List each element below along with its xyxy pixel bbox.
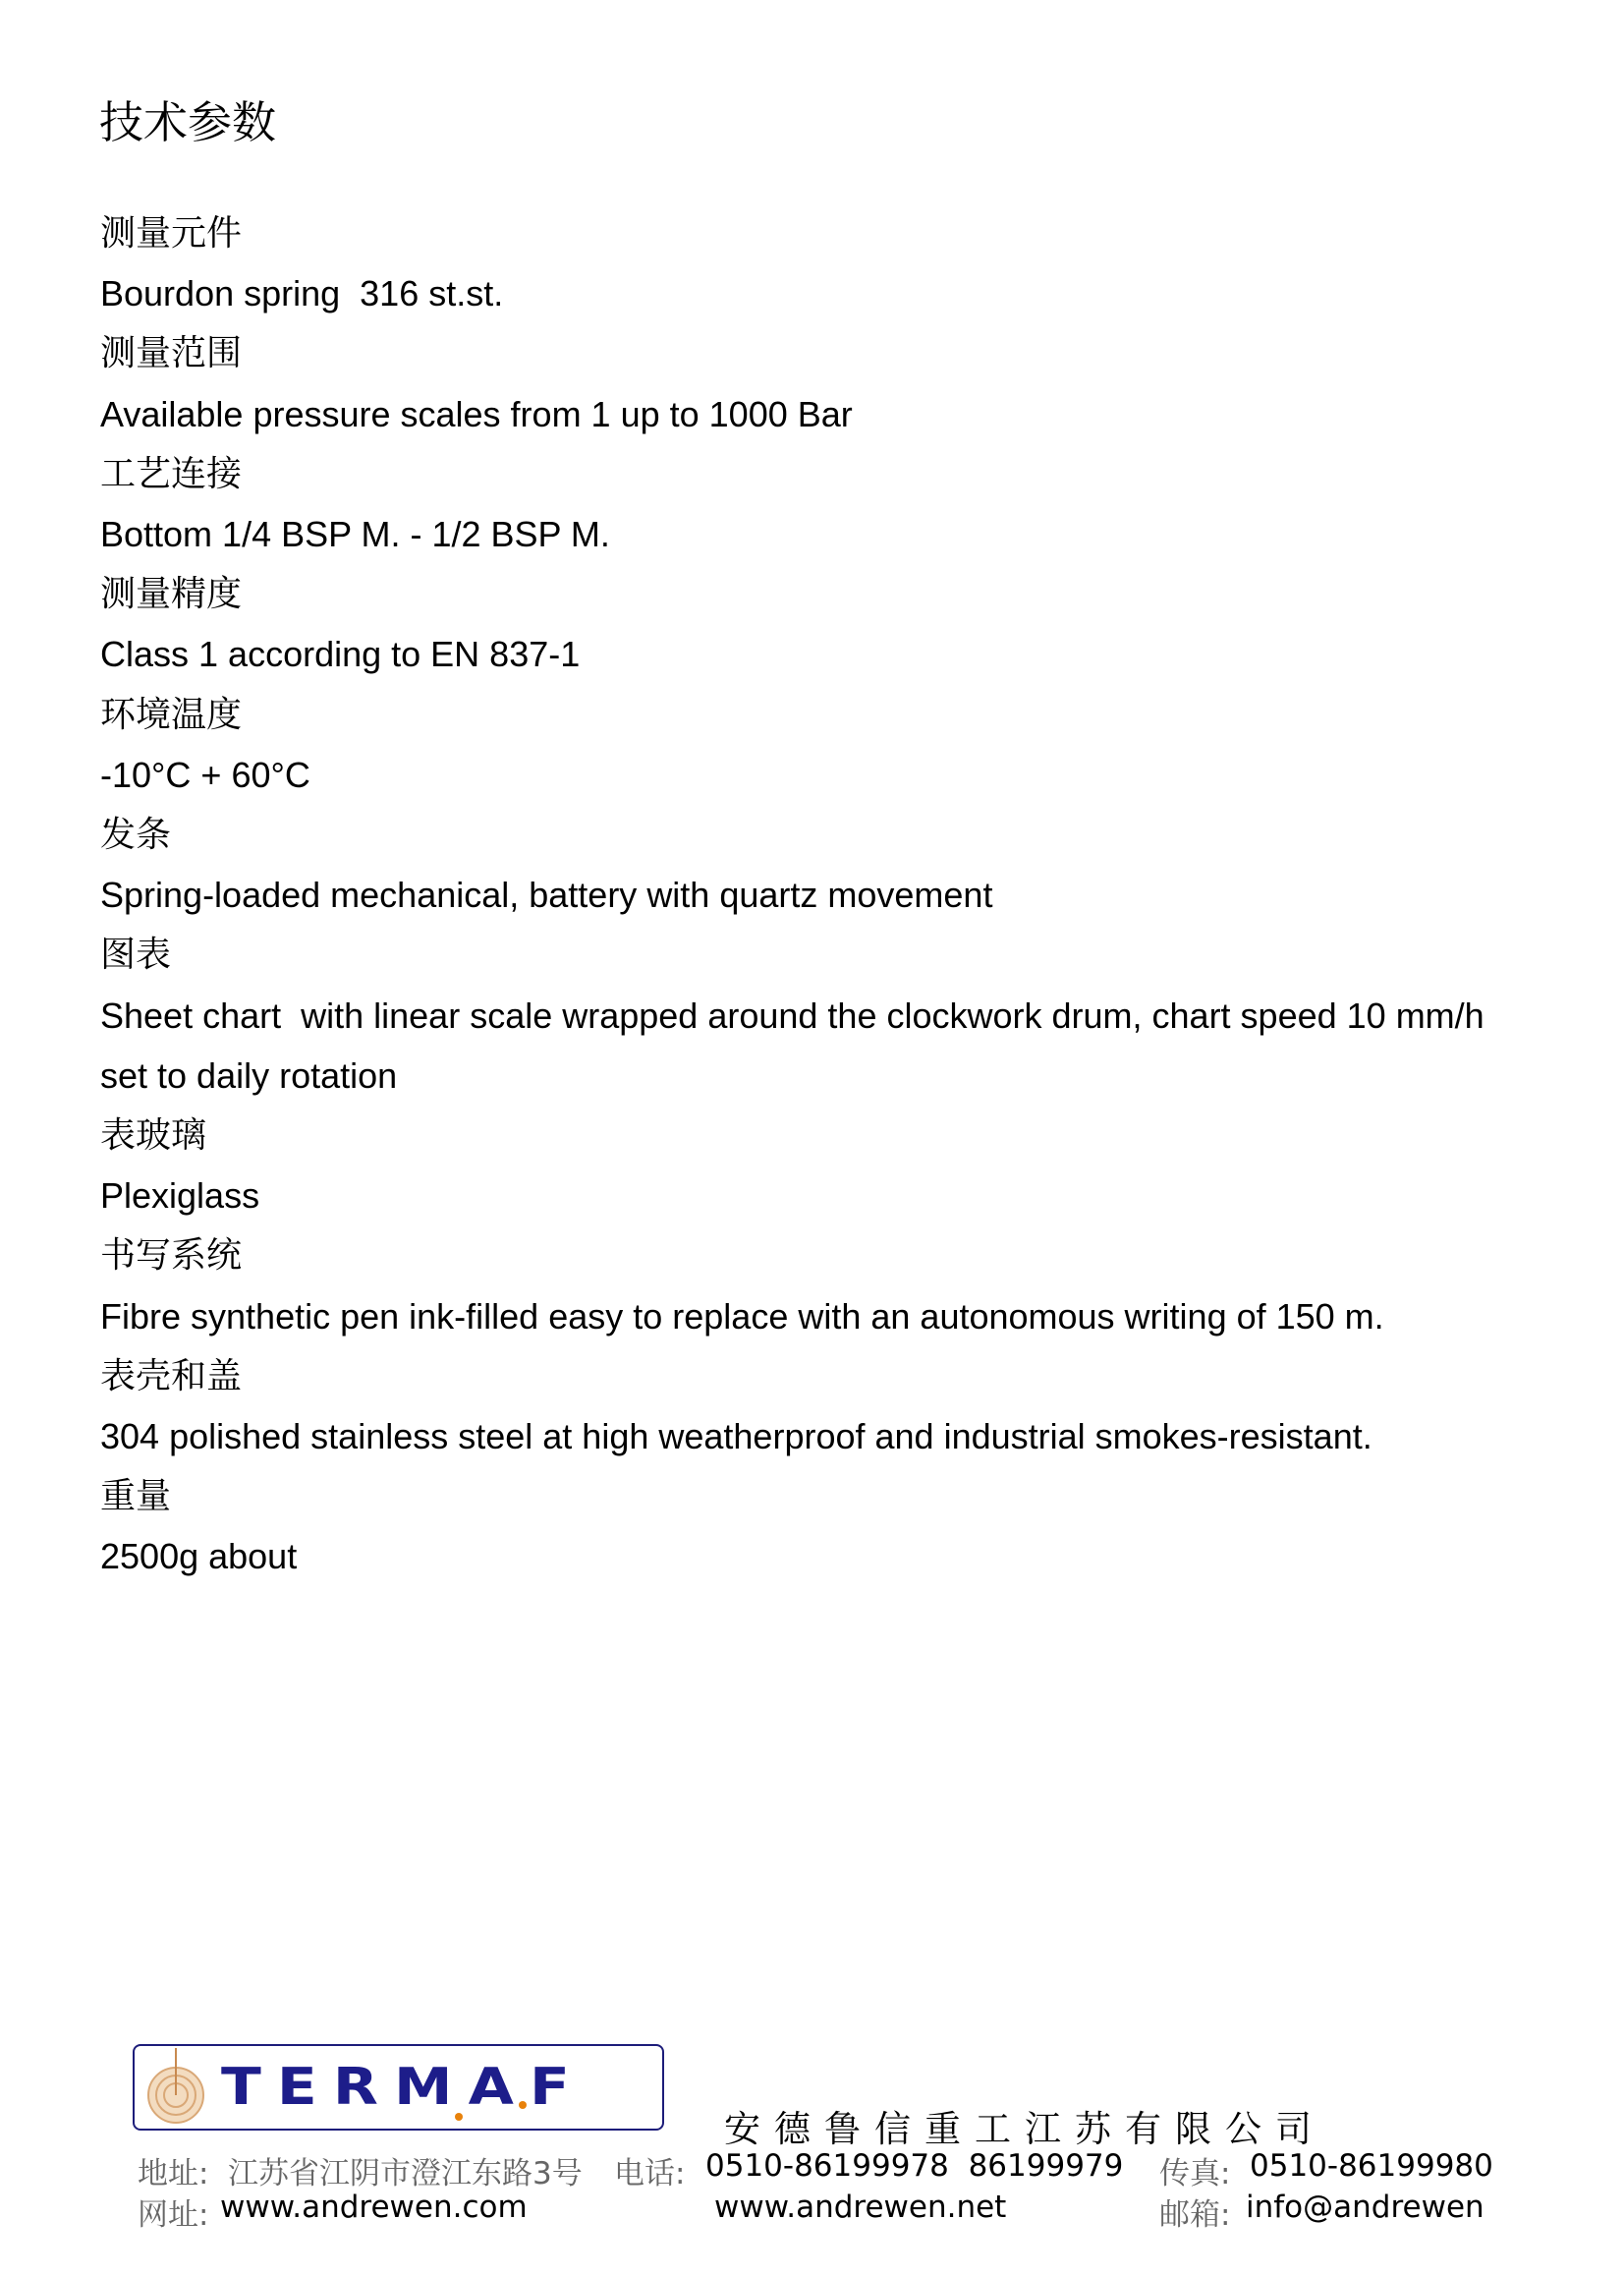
spec-value: Bottom 1/4 BSP M. - 1/2 BSP M. (100, 514, 610, 555)
fax: 0510-86199980 (1250, 2148, 1493, 2184)
email-label: 邮箱: (1159, 2197, 1231, 2233)
spec-label: 表壳和盖 (100, 1355, 243, 1396)
spec-label: 表玻璃 (100, 1115, 207, 1157)
spec-value: -10°C + 60°C (100, 754, 310, 795)
drum-icon (148, 2048, 203, 2123)
page-title: 技术参数 (99, 96, 277, 148)
spec-label: 书写系统 (100, 1235, 243, 1277)
spec-label: 图表 (100, 935, 172, 976)
spec-label: 发条 (100, 815, 172, 856)
spec-value: Spring-loaded mechanical, battery with quartz movement (100, 875, 993, 916)
company-name: 安德鲁信重工江苏有限公司 (724, 2108, 1325, 2150)
website-link[interactable]: www.andrewen.com (220, 2190, 528, 2225)
spec-label: 测量精度 (100, 574, 243, 615)
spec-value: Plexiglass (100, 1175, 260, 1217)
phone: 0510-86199978 86199979 (705, 2148, 1124, 2184)
spec-value: Bourdon spring 316 st.st. (100, 273, 504, 314)
spec-value: Available pressure scales from 1 up to 1000 Bar (100, 393, 853, 434)
email[interactable]: info@andrewen (1246, 2190, 1484, 2225)
termaf-logo (133, 2044, 664, 2131)
spec-label: 测量范围 (100, 333, 243, 374)
logo-text: TERMAF (221, 2058, 586, 2117)
spec-label: 重量 (100, 1476, 172, 1517)
spec-label: 环境温度 (100, 694, 243, 735)
address: 江苏省江阴市澄江东路3号 (228, 2156, 583, 2191)
spec-label: 测量元件 (100, 213, 243, 254)
spec-value: Fibre synthetic pen ink-filled easy to replace with an autonomous writing of 150 m. (100, 1295, 1384, 1337)
spec-list (100, 203, 1535, 1587)
web-label: 网址: (138, 2197, 209, 2233)
phone-label: 电话: (614, 2156, 686, 2191)
spec-value: 2500g about (100, 1536, 298, 1577)
address-label: 地址: (138, 2156, 209, 2191)
spec-value: Class 1 according to EN 837-1 (100, 634, 581, 675)
spec-label: 工艺连接 (100, 453, 243, 494)
fax-label: 传真: (1159, 2156, 1231, 2191)
website-link[interactable]: www.andrewen.net (714, 2190, 1007, 2225)
spec-value: 304 polished stainless steel at high weatherproof and industrial smokes-resistant. (100, 1416, 1372, 1457)
spec-value: Sheet chart with linear scale wrapped around the clockwork drum, chart speed 10 mm/h set to daily rotation (100, 995, 1504, 1096)
